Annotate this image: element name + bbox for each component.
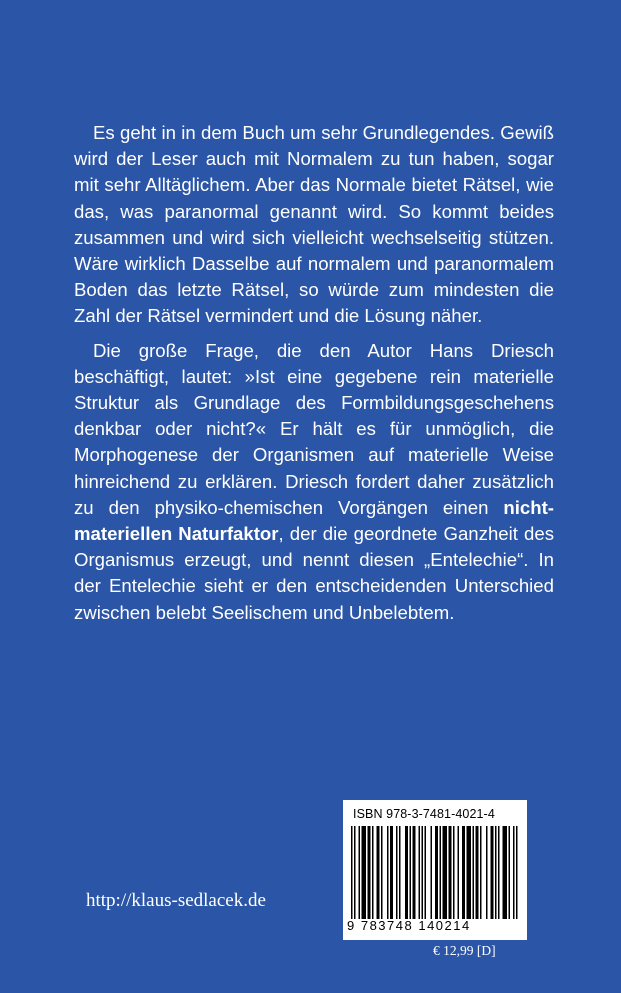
back-cover-text (74, 120, 554, 626)
paragraph-1: Es geht in in dem Buch um sehr Grundlegendes. Gewiß wird der Leser auch mit Normalem zu tun haben, sogar mit sehr Alltäglichem. Aber das Normale bietet Rätsel, wie das, was paranormal genannt wird. So kommt beides zusammen und wird sich vielleicht wechselseitig stützen. Wäre wirklich Dasselbe auf normalem und paranormalem Boden das letzte Rätsel, so würde zum mindesten die Zahl der Rätsel vermindert und die Lösung näher. (74, 122, 554, 327)
paragraph-2-part-2: , der die geordnete Ganzheit des Organismus erzeugt, und nennt diesen „Entelechie“. In der Entelechie sieht er den entscheidenden Unterschied zwischen belebt Seelischem und Unbelebtem. (74, 523, 555, 623)
barcode-digits: 9 783748 140214 (347, 918, 471, 933)
paragraph-2 (74, 338, 554, 626)
price: € 12,99 [D] (433, 943, 496, 958)
isbn-label: ISBN 978-3-7481-4021-4 (353, 807, 495, 821)
paragraph-2-bold: nicht-materiellen Naturfaktor (74, 496, 554, 545)
website-url: http://klaus-sedlacek.de (86, 890, 266, 911)
barcode-box (343, 800, 527, 940)
paragraph-2-part-1: Die große Frage, die den Autor Hans Driesch beschäftigt, lautet: »Ist eine gegebene rein materielle Struktur als Grundlage des Formbildungsgeschehens denkbar oder nicht?« Er hält es für unmöglich, die Morphogenese der Organismen auf materielle Weise hinreichend zu erklären. Driesch fordert daher zusätzlich zu den physiko-chemischen Vorgängen einen (74, 339, 554, 518)
barcode-icon (351, 826, 519, 919)
